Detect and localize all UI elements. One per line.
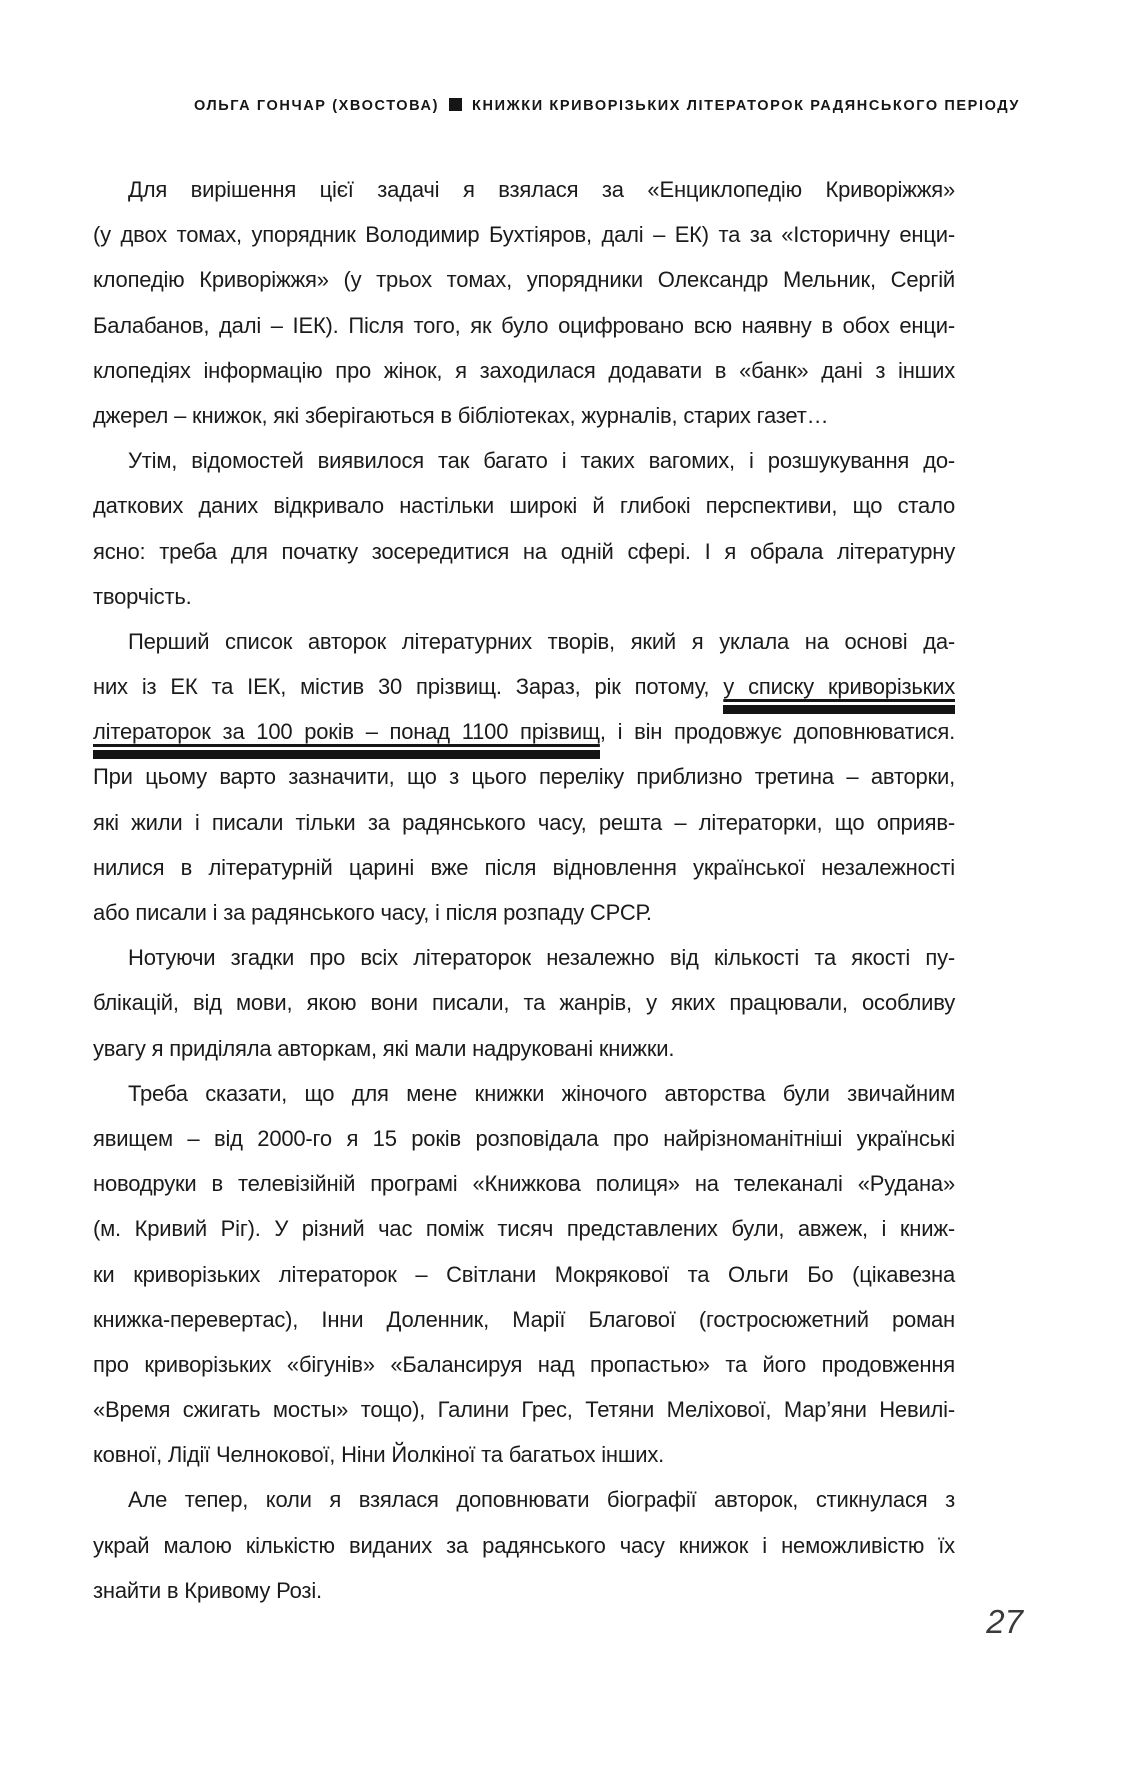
black-square-icon	[449, 98, 462, 111]
underlined-text: у списку криворізьких	[723, 674, 955, 714]
paragraph	[93, 1477, 955, 1613]
running-header	[93, 96, 1020, 116]
text-line: Утім, відомостей виявилося так багато і таких вагомих, і розшукування до-	[128, 448, 955, 474]
text-span: , і він продовжує доповнюватися.	[599, 719, 955, 745]
paragraph	[93, 438, 955, 619]
text-line: творчість.	[93, 583, 192, 609]
text-line: увагу я приділяла авторкам, які мали надруковані книжки.	[93, 1035, 675, 1061]
text-line: нилися в літературній царині вже після відновлення української незалежності	[93, 854, 955, 880]
text-line: про криворізьких «бігунів» «Балансируя над пропастью» та його продовження	[93, 1351, 955, 1377]
text-line	[93, 709, 955, 754]
text-line: даткових даних відкривало настільки широкі й глибокі перспективи, що стало	[93, 493, 955, 519]
paragraph	[93, 935, 955, 1071]
text-span: них із ЕК та ІЕК, містив 30 прізвищ. Зараз, рік потому,	[93, 674, 724, 700]
text-line: явищем – від 2000-го я 15 років розповідала про найрізноманітніші українські	[93, 1125, 955, 1151]
text-line: новодруки в телевізійній програмі «Книжкова полиця» на телеканалі «Рудана»	[93, 1171, 955, 1197]
text-line: (м. Кривий Ріг). У різний час поміж тисяч представлених були, авжеж, і книж-	[93, 1216, 955, 1242]
paragraph	[93, 167, 955, 438]
text-line: При цьому варто зазначити, що з цього переліку приблизно третина – авторки,	[93, 764, 955, 790]
paragraph	[93, 619, 955, 935]
underlined-text: літераторок за 100 років – понад 1100 прізвищ	[93, 719, 600, 759]
text-line: Для вирішення цієї задачі я взялася за «Енциклопедію Криворіжжя»	[128, 177, 955, 202]
text-line: джерел – книжок, які зберігаються в бібліотеках, журналів, старих газет…	[93, 402, 829, 428]
text-line: блікацій, від мови, якою вони писали, та жанрів, у яких працювали, особливу	[93, 990, 955, 1016]
page-number: 27	[986, 1603, 1023, 1640]
text-line: клопедію Криворіжжя» (у трьох томах, упорядники Олександр Мельник, Сергій	[93, 267, 955, 293]
text-line: украй малою кількістю виданих за радянського часу книжок і неможливістю їх	[93, 1532, 955, 1558]
text-line: Перший список авторок літературних творів, який я уклала на основі да-	[128, 628, 955, 654]
body-text	[93, 167, 955, 1613]
text-line: клопедіях інформацію про жінок, я заходилася додавати в «банк» дані з інших	[93, 357, 955, 383]
text-line: книжка-перевертас), Інни Доленник, Марії Благової (гостросюжетний роман	[93, 1306, 955, 1332]
text-line: або писали і за радянського часу, і після розпаду СРСР.	[93, 900, 652, 925]
text-line: Але тепер, коли я взялася доповнювати біографії авторок, стикнулася з	[128, 1487, 955, 1513]
text-line: знайти в Кривому Розі.	[93, 1577, 322, 1603]
text-line: «Время сжигать мосты» тощо), Галини Грес, Тетяни Меліхової, Мар’яни Невилі-	[93, 1397, 955, 1423]
text-line: (у двох томах, упорядник Володимир Бухтіяров, далі – ЕК) та за «Історичну енци-	[93, 222, 955, 248]
paragraph	[93, 1071, 955, 1478]
text-line: ковної, Лідії Челнокової, Ніни Йолкіної та багатьох інших.	[93, 1442, 665, 1468]
text-line: Нотуючи згадки про всіх літераторок незалежно від кількості та якості пу-	[128, 945, 955, 971]
text-line: Треба сказати, що для мене книжки жіночого авторства були звичайним	[128, 1080, 955, 1106]
text-line: ясно: треба для початку зосередитися на одній сфері. І я обрала літературну	[93, 538, 955, 564]
header-chapter-title: КНИЖКИ КРИВОРІЗЬКИХ ЛІТЕРАТОРОК РАДЯНСЬКОГО ПЕРІОДУ	[472, 98, 1020, 114]
text-line: Балабанов, далі – ІЕК). Після того, як було оцифровано всю наявну в обох енци-	[93, 312, 955, 338]
text-line: які жили і писали тільки за радянського часу, решта – літераторки, що оприяв-	[93, 809, 955, 835]
text-line	[93, 664, 955, 709]
text-line: ки криворізьких літераторок – Світлани Мокрякової та Ольги Бо (цікавезна	[93, 1261, 955, 1287]
header-author: ОЛЬГА ГОНЧАР (ХВОСТОВА)	[193, 98, 440, 114]
